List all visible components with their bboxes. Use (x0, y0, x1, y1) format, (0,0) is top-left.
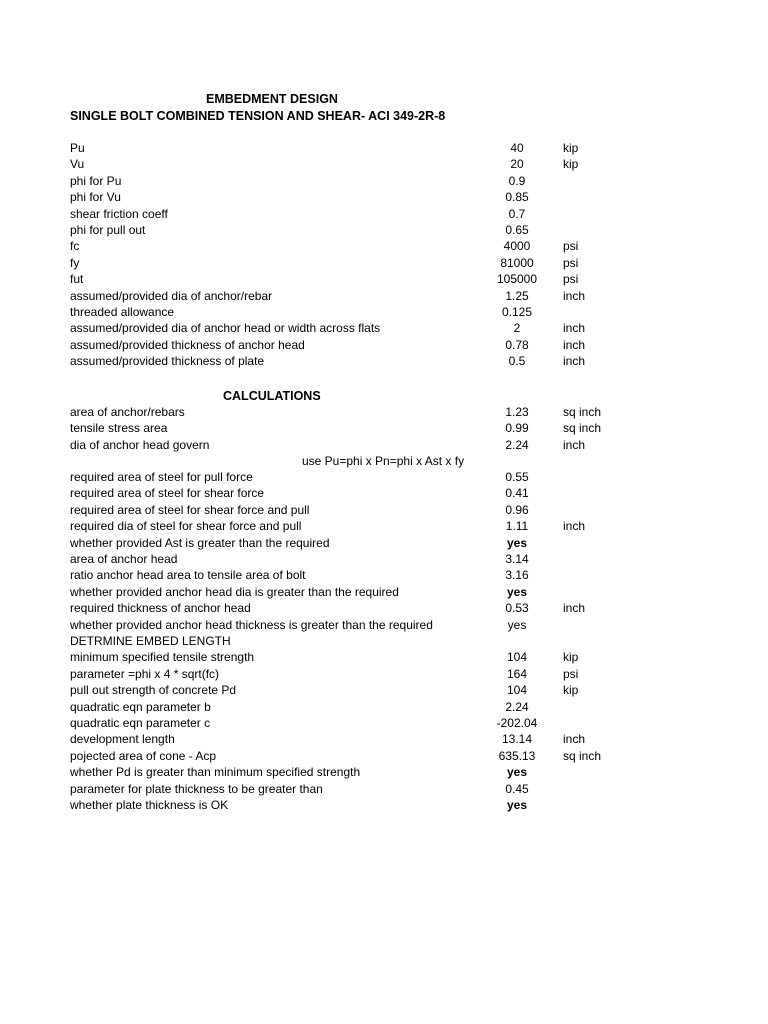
table-row (0, 732, 768, 748)
row-label: pull out strength of concrete Pd (70, 683, 237, 698)
table-row (0, 552, 768, 568)
table-row (0, 700, 768, 716)
row-label: development length (70, 732, 175, 747)
row-label: assumed/provided thickness of plate (70, 354, 265, 369)
table-row (0, 765, 768, 781)
table-row (0, 174, 768, 190)
row-unit: kip (563, 650, 579, 665)
row-unit: psi (563, 239, 579, 254)
row-label: quadratic eqn parameter b (70, 699, 211, 714)
table-row (0, 683, 768, 699)
table-row (0, 207, 768, 223)
table-row (0, 354, 768, 370)
row-unit: inch (563, 732, 586, 747)
row-label: pojected area of cone - Acp (70, 748, 217, 763)
row-value: 2.24 (505, 699, 529, 714)
table-row (0, 519, 768, 535)
table-row (0, 405, 768, 421)
table-row (0, 190, 768, 206)
row-label: whether provided Ast is greater than the required (70, 535, 330, 550)
row-label: required area of steel for shear force and pull (70, 502, 310, 517)
row-value: yes (506, 765, 528, 780)
row-value: 0.9 (508, 173, 526, 188)
row-value: 0.96 (505, 502, 529, 517)
row-unit: inch (563, 337, 586, 352)
row-label: fc (70, 239, 80, 254)
row-value: 2.24 (505, 437, 529, 452)
table-row (0, 585, 768, 601)
row-unit: psi (563, 666, 579, 681)
row-value: 0.125 (501, 305, 533, 319)
row-value: 0.41 (505, 486, 529, 501)
row-value: 4000 (503, 239, 531, 254)
row-label: threaded allowance (70, 305, 175, 319)
page-title: EMBEDMENT DESIGN (206, 92, 338, 106)
row-label: phi for Pu (70, 173, 122, 188)
row-unit: kip (563, 157, 579, 172)
row-label: shear friction coeff (70, 206, 168, 221)
row-label: assumed/provided dia of anchor/rebar (70, 288, 273, 303)
table-row (0, 601, 768, 617)
row-label: required area of steel for pull force (70, 470, 253, 484)
table-row (0, 141, 768, 157)
row-value: 0.85 (505, 190, 529, 205)
row-label: fut (70, 272, 84, 287)
row-value: yes (507, 617, 527, 632)
table-row (0, 667, 768, 683)
row-value: 13.14 (501, 732, 533, 747)
row-value: 0.7 (508, 206, 526, 221)
row-unit: inch (563, 354, 586, 369)
table-row (0, 338, 768, 354)
row-value: 104 (506, 650, 528, 665)
table-row (0, 568, 768, 584)
row-unit: kip (563, 141, 579, 155)
table-row (0, 438, 768, 454)
row-unit: kip (563, 683, 579, 698)
row-unit: inch (563, 321, 586, 336)
row-label: whether Pd is greater than minimum specified strength (70, 765, 361, 780)
row-label: DETRMINE EMBED LENGTH (70, 634, 231, 648)
table-row (0, 421, 768, 437)
formula-note: use Pu=phi x Pn=phi x Ast x fy (302, 454, 465, 468)
row-unit: inch (563, 437, 586, 452)
table-row (0, 321, 768, 337)
row-value: 0.65 (505, 223, 529, 237)
row-value: 3.14 (505, 552, 529, 566)
row-label: Vu (70, 157, 85, 172)
row-value: 1.11 (505, 519, 529, 534)
table-row (0, 256, 768, 272)
row-value: 20 (510, 157, 524, 172)
row-label: fy (70, 255, 80, 270)
row-value: 1.23 (505, 405, 529, 419)
row-label: Pu (70, 141, 85, 155)
row-label: assumed/provided thickness of anchor head (70, 337, 305, 352)
row-label: tensile stress area (70, 421, 168, 436)
row-value: 40 (510, 141, 524, 155)
table-row (0, 634, 768, 650)
row-label: minimum specified tensile strength (70, 650, 255, 665)
row-value: 0.78 (505, 337, 529, 352)
row-value: 3.16 (505, 568, 529, 583)
table-row (0, 650, 768, 666)
table-row (0, 618, 768, 634)
row-label: whether provided anchor head dia is greater than the required (70, 584, 399, 599)
row-label: parameter for plate thickness to be greater than (70, 781, 323, 796)
table-row (0, 503, 768, 519)
row-label: whether plate thickness is OK (70, 798, 229, 812)
table-row (0, 798, 768, 814)
row-value: 0.53 (505, 601, 529, 616)
table-row (0, 289, 768, 305)
row-unit: sq inch (563, 748, 602, 763)
row-unit: inch (563, 288, 586, 303)
row-label: dia of anchor head govern (70, 437, 210, 452)
row-label: area of anchor/rebars (70, 405, 185, 419)
row-label: ratio anchor head area to tensile area of bolt (70, 568, 306, 583)
row-unit: inch (563, 519, 586, 534)
row-value: 0.45 (505, 781, 529, 796)
table-row (0, 470, 768, 486)
row-unit: psi (563, 272, 579, 287)
row-value: yes (506, 584, 528, 599)
row-label: phi for Vu (70, 190, 121, 205)
row-value: 635.13 (498, 748, 536, 763)
row-value: 0.99 (505, 421, 529, 436)
row-value: 2 (513, 321, 521, 336)
row-label: area of anchor head (70, 552, 178, 566)
row-value: yes (506, 535, 528, 550)
row-unit: psi (563, 255, 579, 270)
row-label: phi for pull out (70, 223, 146, 237)
table-row (0, 782, 768, 798)
row-label: whether provided anchor head thickness is greater than the required (70, 617, 433, 632)
table-row (0, 305, 768, 321)
row-value: 1.25 (505, 288, 529, 303)
row-label: required area of steel for shear force (70, 486, 265, 501)
row-value: -202.04 (496, 716, 538, 730)
table-row (0, 157, 768, 173)
calculations-heading: CALCULATIONS (223, 389, 321, 403)
table-row (0, 272, 768, 288)
table-row (0, 716, 768, 732)
row-label: parameter =phi x 4 * sqrt(fc) (70, 666, 220, 681)
row-value: 0.5 (508, 354, 526, 369)
row-value: 0.55 (505, 470, 529, 484)
table-row (0, 239, 768, 255)
row-value: 105000 (496, 272, 538, 287)
row-label: quadratic eqn parameter c (70, 716, 211, 730)
table-row (0, 486, 768, 502)
table-row (0, 536, 768, 552)
row-unit: sq inch (563, 405, 602, 419)
row-value: 164 (506, 666, 528, 681)
table-row (0, 749, 768, 765)
row-label: assumed/provided dia of anchor head or width across flats (70, 321, 381, 336)
row-unit: inch (563, 601, 586, 616)
row-unit: sq inch (563, 421, 602, 436)
page-subtitle: SINGLE BOLT COMBINED TENSION AND SHEAR- ACI 349-2R-8 (70, 109, 446, 123)
row-value: 81000 (500, 255, 534, 270)
row-value: yes (506, 798, 528, 812)
table-row (0, 223, 768, 239)
row-label: required thickness of anchor head (70, 601, 251, 616)
row-value: 104 (506, 683, 528, 698)
row-label: required dia of steel for shear force and pull (70, 519, 302, 534)
